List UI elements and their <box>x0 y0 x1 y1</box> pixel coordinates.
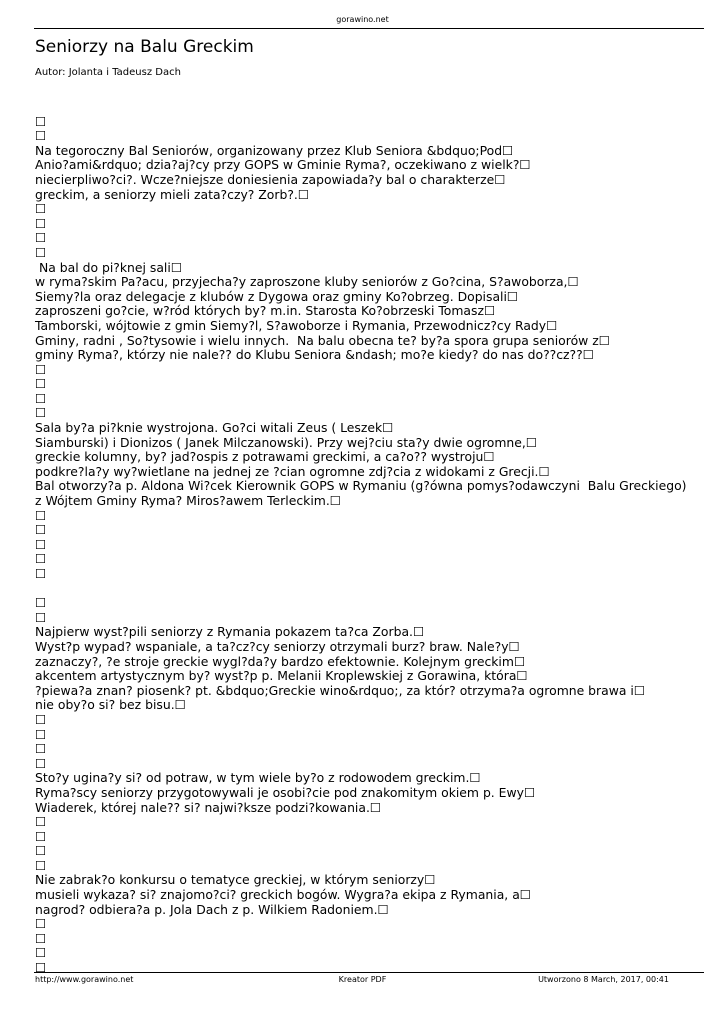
footer-url: http://www.gorawino.net <box>35 975 134 984</box>
article-line: Bal otworzy?a p. Aldona Wi?cek Kierownik GOPS w Rymaniu (g?ówna pomys?odawczyni Balu Greckiego) <box>35 478 687 494</box>
article-line: ☐ <box>35 945 47 961</box>
article-line: ☐ <box>35 843 47 859</box>
header-divider <box>34 28 704 29</box>
article-author: Autor: Jolanta i Tadeusz Dach <box>35 67 181 78</box>
article-line <box>35 582 705 597</box>
article-line: Sala by?a pi?knie wystrojona. Go?ci witali Zeus ( Leszek☐ <box>35 420 394 436</box>
article-line: greckim, a seniorzy mieli zata?czy? Zorb?.☐ <box>35 186 309 202</box>
article-line: Na tegoroczny Bal Seniorów, organizowany przez Klub Seniora &bdquo;Pod☐ <box>35 142 514 158</box>
article-line: podkre?la?y wy?wietlane na jednej ze ?cian ogromne zdj?cia z widokami z Grecji.☐ <box>35 463 550 479</box>
article-line: greckie kolumny, by? jad?ospis z potrawami greckimi, a ca?o?? wystroju☐ <box>35 449 495 465</box>
article-line: ☐ <box>35 609 47 625</box>
article-line: ☐ <box>35 857 47 873</box>
article-line: w ryma?skim Pa?acu, przyjecha?y zaproszone kluby seniorów z Go?cina, S?awoborza,☐ <box>35 274 579 290</box>
article-line: Ryma?scy seniorzy przygotowywali je osobi?cie pod znakomitym okiem p. Ewy☐ <box>35 784 536 800</box>
article-line: ☐ <box>35 711 47 727</box>
article-line: ☐ <box>35 536 47 552</box>
article-line: Gminy, radni , So?tysowie i wielu innych. Na balu obecna te? by?a spora grupa seniorów z☐ <box>35 332 610 348</box>
footer-divider <box>34 972 704 973</box>
article-line: ☐ <box>35 726 47 742</box>
article-line: Sto?y ugina?y si? od potraw, w tym wiele by?o z rodowodem greckim.☐ <box>35 770 481 786</box>
article-line: ☐ <box>35 507 47 523</box>
article-body <box>35 100 705 976</box>
footer-generator: Kreator PDF <box>338 975 387 984</box>
article-line: Anio?ami&rdquo; dzia?aj?cy przy GOPS w Gminie Ryma?, oczekiwano z wielk?☐ <box>35 157 531 173</box>
article-line: ☐ <box>35 814 47 830</box>
article-line: zaznaczy?, ?e stroje greckie wygl?da?y bardzo efektownie. Kolejnym greckim☐ <box>35 653 526 669</box>
article-line: Wyst?p wypad? wspaniale, a ta?cz?cy seniorzy otrzymali burz? braw. Nale?y☐ <box>35 638 520 654</box>
article-line: ☐ <box>35 522 47 538</box>
article-line: ☐ <box>35 113 47 129</box>
article-line: ☐ <box>35 244 47 260</box>
article-line: z Wójtem Gminy Ryma? Miros?awem Terleckim.☐ <box>35 493 341 509</box>
article-line: nagrod? odbiera?a p. Jola Dach z p. Wilkiem Radoniem.☐ <box>35 901 389 917</box>
article-line: ☐ <box>35 405 47 421</box>
article-line: ☐ <box>35 128 47 144</box>
article-line: ☐ <box>35 930 47 946</box>
article-line: Tamborski, wójtowie z gmin Siemy?l, S?awoborze i Rymania, Przewodnicz?cy Rady☐ <box>35 317 558 333</box>
article-line: ☐ <box>35 390 47 406</box>
article-line <box>35 100 705 115</box>
article-line: ☐ <box>35 916 47 932</box>
article-line: musieli wykaza? si? znajomo?ci? greckich bogów. Wygra?a ekipa z Rymania, a☐ <box>35 887 531 903</box>
article-line: Siamburski) i Dionizos ( Janek Milczanowski). Przy wej?ciu sta?y dwie ogromne,☐ <box>35 434 537 450</box>
article-line: ☐ <box>35 595 47 611</box>
article-line: nie oby?o si? bez bisu.☐ <box>35 697 186 713</box>
footer-created-date: Utworzono 8 March, 2017, 00:41 <box>538 975 669 984</box>
article-line: gminy Ryma?, którzy nie nale?? do Klubu Seniora &ndash; mo?e kiedy? do nas do??cz??☐ <box>35 347 594 363</box>
article-line: ☐ <box>35 551 47 567</box>
article-title: Seniorzy na Balu Greckim <box>35 37 254 57</box>
article-line: Siemy?la oraz delegacje z klubów z Dygowa oraz gminy Ko?obrzeg. Dopisali☐ <box>35 288 519 304</box>
article-line: ☐ <box>35 201 47 217</box>
article-line: ☐ <box>35 741 47 757</box>
article-line: Na bal do pi?knej sali☐ <box>35 259 182 275</box>
article-line: niecierpliwo?ci?. Wcze?niejsze doniesienia zapowiada?y bal o charakterze☐ <box>35 171 506 187</box>
article-line: ?piewa?a znan? piosenk? pt. &bdquo;Greckie wino&rdquo;, za któr? otrzyma?a ogromne brawa i☐ <box>35 682 645 698</box>
article-line: Najpierw wyst?pili seniorzy z Rymania pokazem ta?ca Zorba.☐ <box>35 624 425 640</box>
article-line: Nie zabrak?o konkursu o tematyce greckiej, w którym seniorzy☐ <box>35 872 436 888</box>
article-line: akcentem artystycznym by? wyst?p p. Melanii Kroplewskiej z Gorawina, która☐ <box>35 668 528 684</box>
site-header: gorawino.net <box>336 15 389 24</box>
article-line: ☐ <box>35 960 47 976</box>
article-line: ☐ <box>35 566 47 581</box>
article-line: Wiaderek, której nale?? si? najwi?ksze podzi?kowania.☐ <box>35 799 382 815</box>
article-line: ☐ <box>35 230 47 246</box>
article-line: zaproszeni go?cie, w?ród których by? m.in. Starosta Ko?obrzeski Tomasz☐ <box>35 303 496 319</box>
article-line: ☐ <box>35 215 47 231</box>
article-line: ☐ <box>35 755 47 771</box>
article-line: ☐ <box>35 361 47 377</box>
article-line: ☐ <box>35 376 47 392</box>
article-line: ☐ <box>35 828 47 844</box>
